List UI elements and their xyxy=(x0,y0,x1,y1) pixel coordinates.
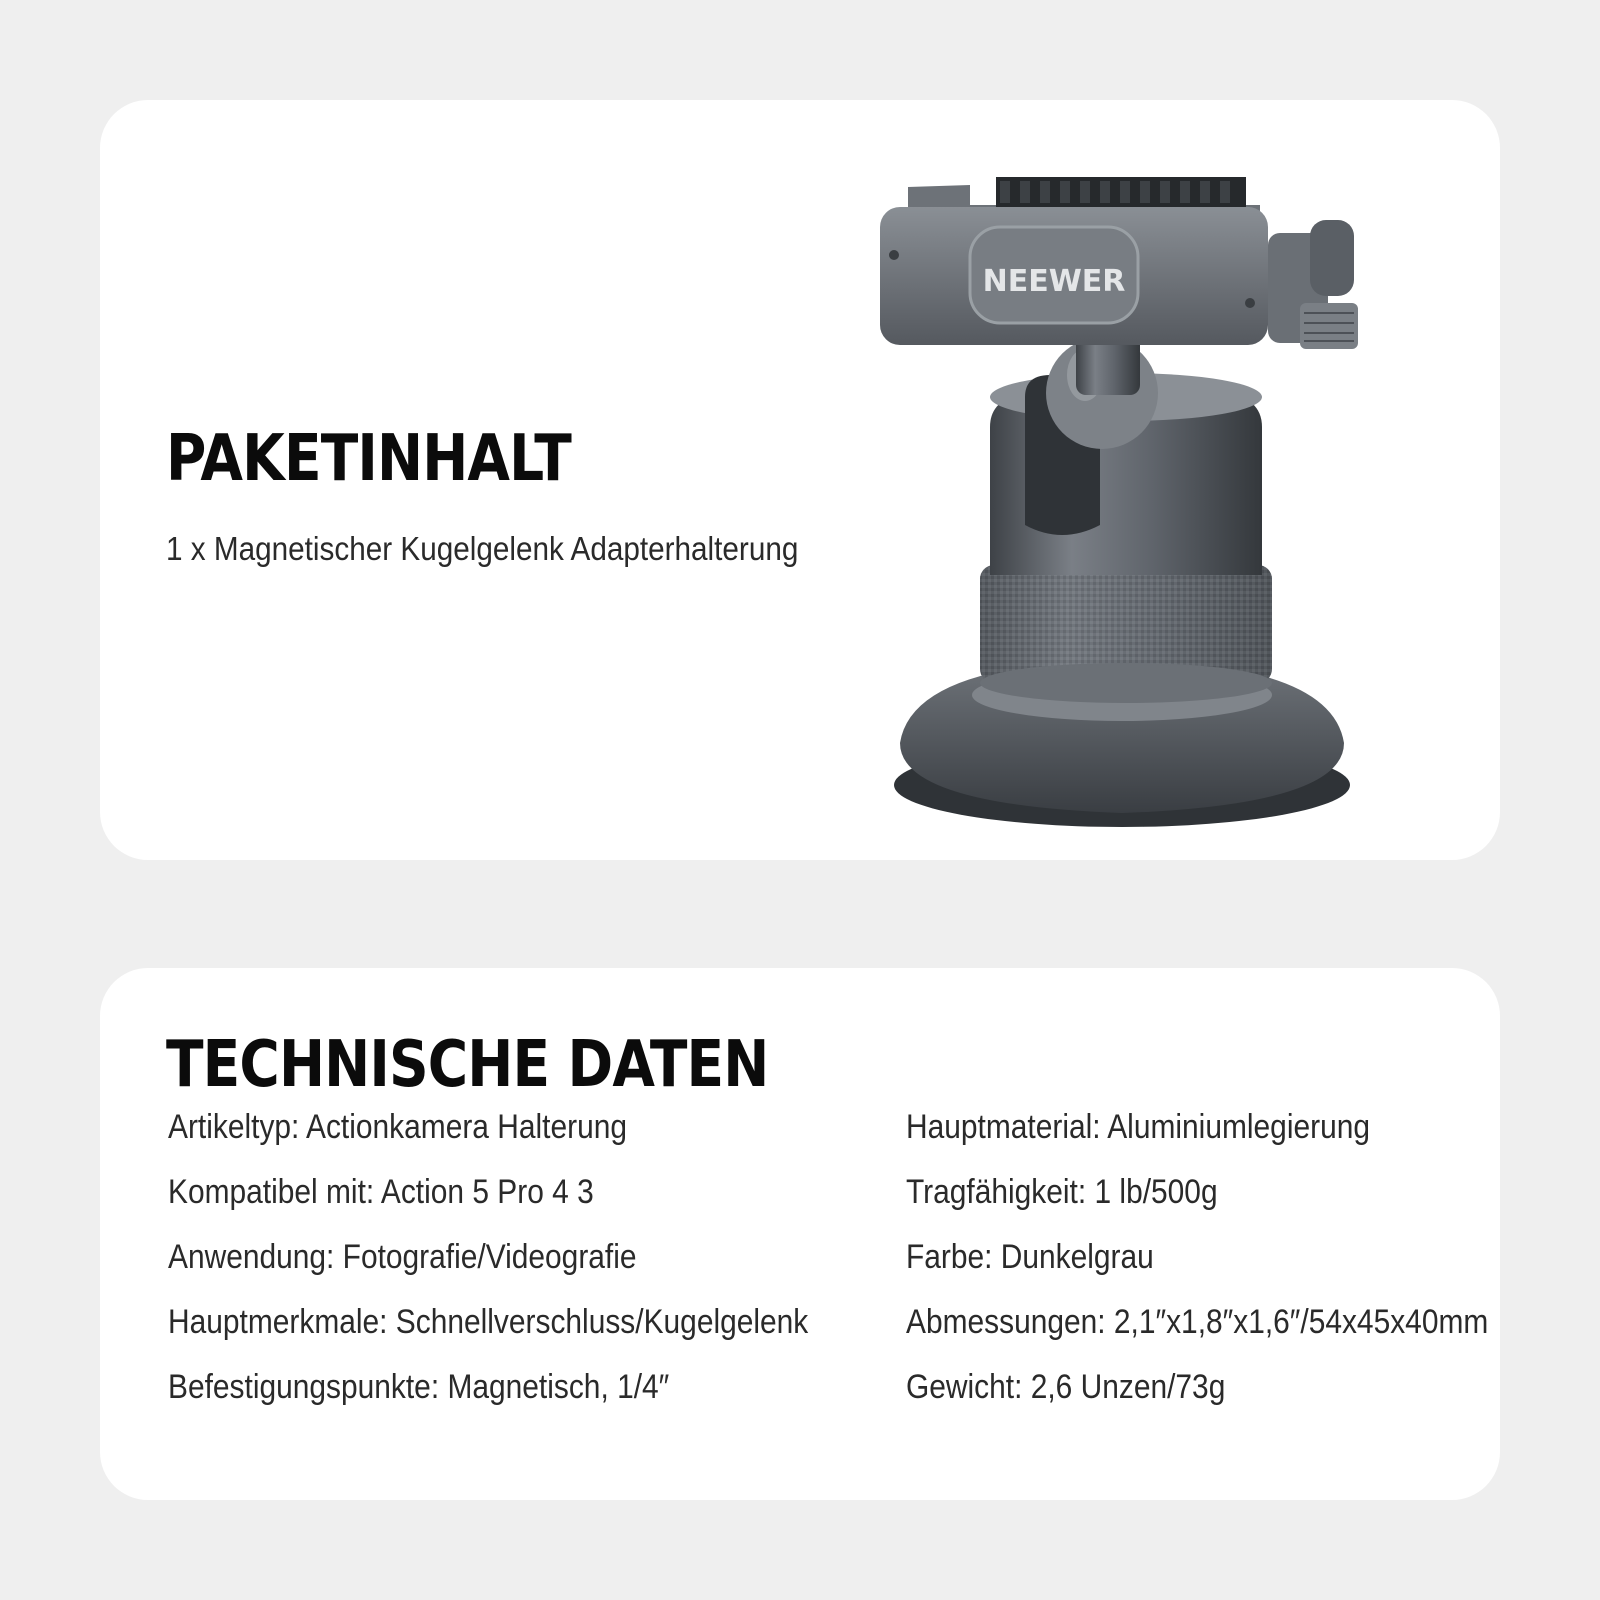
package-contents-item: 1 x Magnetischer Kugelgelenk Adapterhalterung xyxy=(166,530,799,567)
spec-item: Gewicht: 2,6 Unzen/73g xyxy=(906,1368,1226,1406)
spec-item: Hauptmaterial: Aluminiumlegierung xyxy=(906,1108,1370,1146)
neewer-logo: NEEWER xyxy=(982,264,1126,299)
spec-item: Hauptmerkmale: Schnellverschluss/Kugelgelenk xyxy=(168,1303,809,1341)
spec-item: Abmessungen: 2,1″x1,8″x1,6″/54x45x40mm xyxy=(906,1303,1489,1341)
quick-release-plate xyxy=(880,177,1268,345)
spec-item: Artikeltyp: Actionkamera Halterung xyxy=(168,1108,627,1146)
spec-item: Kompatibel mit: Action 5 Pro 4 3 xyxy=(168,1173,594,1211)
package-contents-title: PAKETINHALT xyxy=(166,422,571,496)
package-contents-card xyxy=(100,100,1500,860)
ball-head-mount-image xyxy=(880,135,1500,835)
spec-item: Befestigungspunkte: Magnetisch, 1/4″ xyxy=(168,1368,670,1406)
locking-knob xyxy=(1268,220,1358,349)
spec-item: Farbe: Dunkelgrau xyxy=(906,1238,1154,1276)
spec-list-right xyxy=(906,1102,1568,1427)
technical-data-title: TECHNISCHE DATEN xyxy=(166,1028,769,1102)
spec-item: Anwendung: Fotografie/Videografie xyxy=(168,1238,637,1276)
knurled-ring xyxy=(980,565,1272,703)
spec-list-left xyxy=(168,1102,896,1427)
spec-item: Tragfähigkeit: 1 lb/500g xyxy=(906,1173,1218,1211)
technical-data-card xyxy=(100,968,1500,1500)
